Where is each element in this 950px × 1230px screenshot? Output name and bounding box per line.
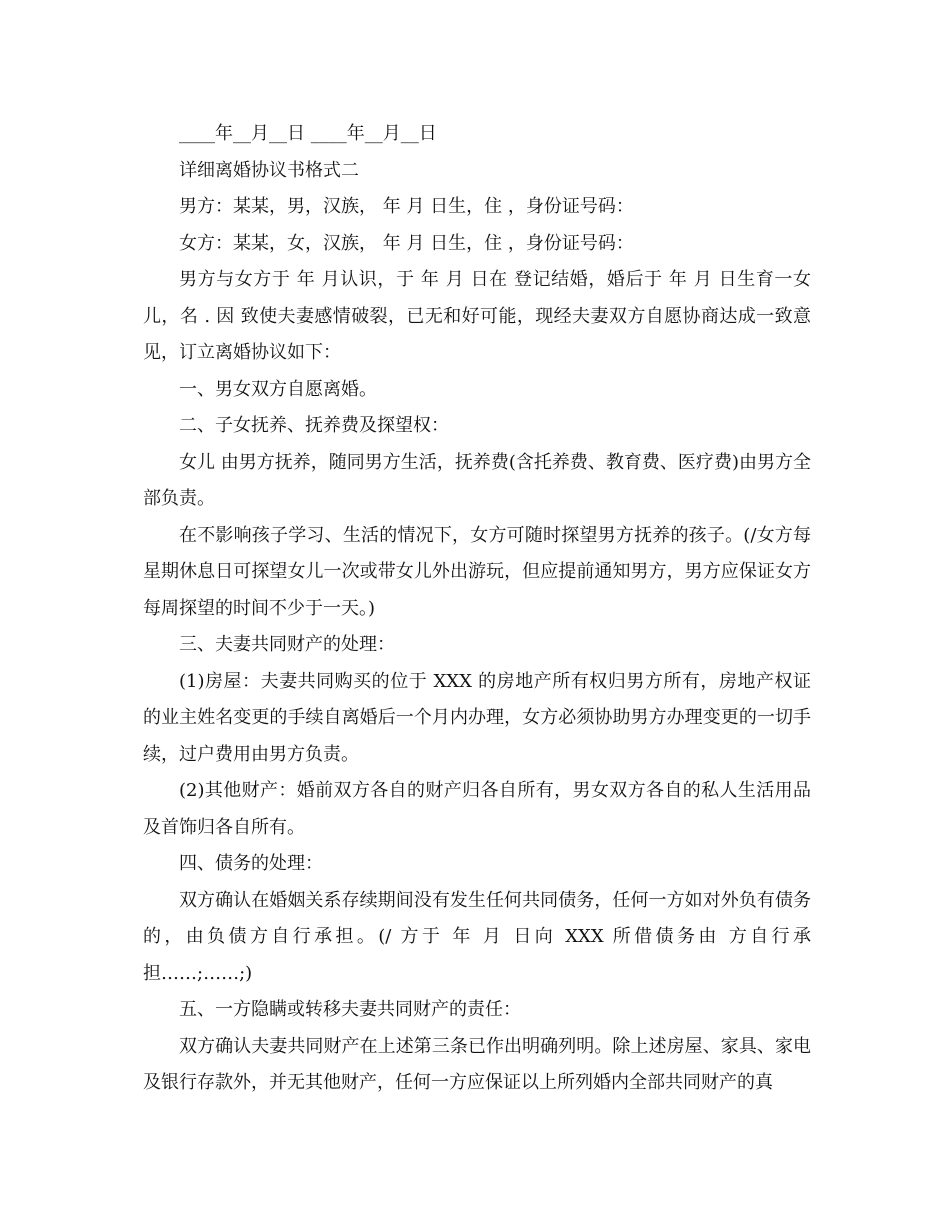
section-heading-1: 一、男女双方自愿离婚。 bbox=[179, 378, 377, 400]
paragraph-intro: 男方与女方于 年 月认识，于 年 月 日在 登记结婚，婚后于 年 月 日生育一女儿，名 . 因 致使夫妻感情破裂，已无和好可能，现经夫妻双方自愿协商达成一致意见，订立离婚协议如下： bbox=[143, 269, 811, 363]
section-heading-3: 三、夫妻共同财产的处理： bbox=[179, 634, 395, 655]
section-heading-4: 四、债务的处理： bbox=[179, 853, 323, 874]
paragraph-other-property: (2)其他财产：婚前双方各自的财产归各自所有，男女双方各自的私人生活用品及首饰归各自所有。 bbox=[143, 780, 811, 838]
paragraph-custody: 女儿 由男方抚养，随同男方生活，抚养费(含托养费、教育费、医疗费)由男方全部负责。 bbox=[143, 451, 811, 509]
party-male: 男方：某某，男，汉族， 年 月 日生，住 ，身份证号码： bbox=[179, 196, 634, 217]
section-heading-5: 五、一方隐瞒或转移夫妻共同财产的责任： bbox=[179, 999, 521, 1020]
section-heading-2: 二、子女抚养、抚养费及探望权： bbox=[179, 415, 449, 436]
party-female: 女方：某某，女，汉族， 年 月 日生，住 ，身份证号码： bbox=[179, 232, 634, 254]
paragraph-concealment: 双方确认夫妻共同财产在上述第三条已作出明确列明。除上述房屋、家具、家电及银行存款外，并无其他财产，任何一方应保证以上所列婚内全部共同财产的真 bbox=[143, 1035, 811, 1093]
paragraph-debt: 双方确认在婚姻关系存续期间没有发生任何共同债务，任何一方如对外负有债务的，由负债方自行承担。(/ 方于 年 月 日向 XXX 所借债务由 方自行承担……;……;) bbox=[143, 889, 811, 984]
date-line: ____年__月__日 ____年__月__日 bbox=[179, 123, 437, 144]
document-body bbox=[143, 116, 811, 1102]
document-title: 详细离婚协议书格式二 bbox=[179, 159, 359, 181]
paragraph-house: (1)房屋：夫妻共同购买的位于 XXX 的房地产所有权归男方所有，房地产权证的业主姓名变更的手续自离婚后一个月内办理，女方必须协助男方办理变更的一切手续，过户费用由男方负责。 bbox=[143, 670, 811, 765]
paragraph-visitation: 在不影响孩子学习、生活的情况下，女方可随时探望男方抚养的孩子。(/女方每星期休息日可探望女儿一次或带女儿外出游玩，但应提前通知男方，男方应保证女方每周探望的时间不少于一天。) bbox=[143, 524, 811, 619]
